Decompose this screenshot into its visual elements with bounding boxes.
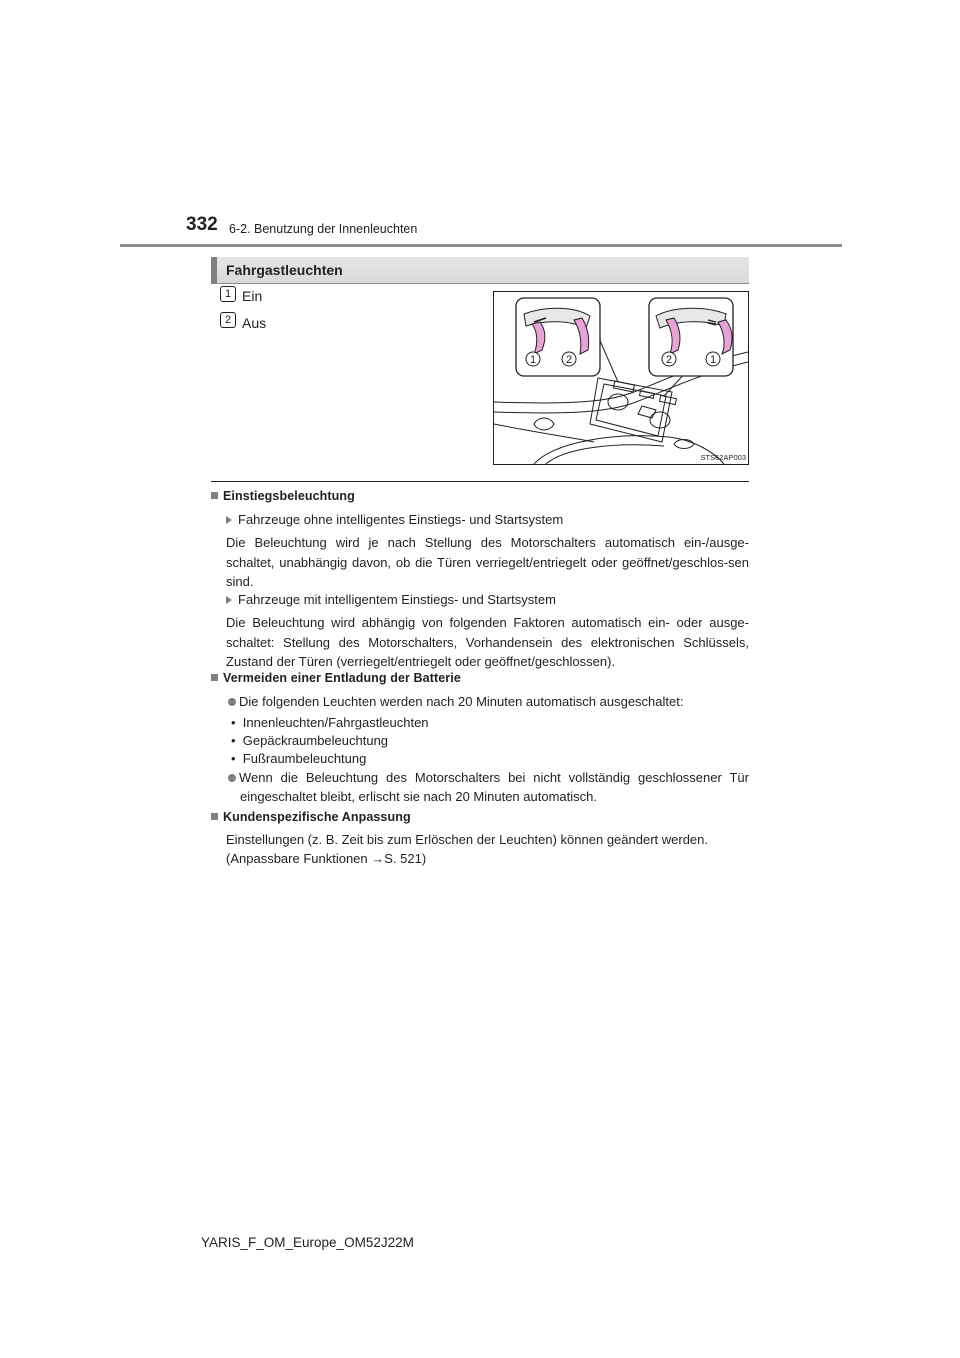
triangle-bullet-icon bbox=[226, 516, 232, 524]
bullet-text: Die folgenden Leuchten werden nach 20 Minuten automatisch ausgeschaltet: bbox=[239, 694, 684, 709]
illustration-code: STS62AP003 bbox=[700, 453, 746, 462]
list-item: • Gepäckraumbeleuchtung bbox=[231, 733, 389, 748]
callout-label-2b: 2 bbox=[665, 354, 673, 366]
list-item: • Innenleuchten/Fahrgastleuchten bbox=[231, 715, 429, 730]
list-item: • Fußraumbeleuchtung bbox=[231, 751, 367, 766]
heading-text: Kundenspezifische Anpassung bbox=[223, 810, 411, 824]
list-item-text: Gepäckraumbeleuchtung bbox=[242, 733, 389, 748]
box-title-bar bbox=[211, 257, 749, 284]
square-bullet-icon bbox=[211, 813, 218, 820]
triangle-bullet-icon bbox=[226, 596, 232, 604]
bullet-text: Wenn die Beleuchtung des Motorschalters bei nicht vollständig geschlossener Tür bbox=[239, 770, 749, 785]
subheading-ohne bbox=[226, 512, 563, 527]
list-item-text: Innenleuchten/Fahrgastleuchten bbox=[242, 715, 429, 730]
subheading-text: Fahrzeuge ohne intelligentes Einstiegs- und Startsystem bbox=[238, 512, 564, 527]
footer-document-code: YARIS_F_OM_Europe_OM52J22M bbox=[201, 1235, 414, 1250]
heading-batterie bbox=[211, 671, 461, 685]
block-rule bbox=[211, 481, 749, 482]
heading-text: Vermeiden einer Entladung der Batterie bbox=[223, 671, 461, 685]
callout-label-1a: 1 bbox=[529, 354, 537, 366]
square-bullet-icon bbox=[211, 674, 218, 681]
item-label-ein: Ein bbox=[242, 288, 263, 304]
item-number-1: 1 bbox=[220, 286, 236, 302]
page-number: 332 bbox=[186, 214, 218, 235]
anpassung-line-2: (Anpassbare Funktionen →S. 521) bbox=[226, 851, 427, 866]
square-bullet-icon bbox=[211, 492, 218, 499]
subheading-mit bbox=[226, 592, 556, 607]
bullet-item-1 bbox=[228, 694, 683, 709]
callout-label-1b: 1 bbox=[709, 354, 717, 366]
heading-text: Einstiegsbeleuchtung bbox=[223, 489, 355, 503]
item-label-aus: Aus bbox=[242, 315, 267, 331]
paragraph-mit: Die Beleuchtung wird abhängig von folgenden Faktoren automatisch ein- oder ausge-schaltet: Stellung des Motorschalters, Vorhandensein des elektronischen Schlüssels, Zustand der Türen (verriegelt/entriegelt oder geöffnet/geschlossen). bbox=[226, 615, 749, 669]
heading-anpassung bbox=[211, 810, 411, 824]
bullet-item-2 bbox=[228, 770, 749, 785]
heading-einstiegsbeleuchtung bbox=[211, 489, 355, 503]
anpassung-line-1: Einstellungen (z. B. Zeit bis zum Erlöschen der Leuchten) können geändert werden. bbox=[226, 832, 708, 847]
illustration-frame bbox=[493, 291, 749, 465]
passenger-lights-illustration bbox=[494, 292, 748, 464]
subheading-text: Fahrzeuge mit intelligentem Einstiegs- und Startsystem bbox=[238, 592, 556, 607]
paragraph-ohne: Die Beleuchtung wird je nach Stellung des Motorschalters automatisch ein-/ausge-schaltet, unabhängig davon, ob die Türen verriegelt/entriegelt oder geöffnet/geschlos-sen sind. bbox=[226, 535, 749, 589]
box-title: Fahrgastleuchten bbox=[226, 262, 343, 278]
item-number-2: 2 bbox=[220, 312, 236, 328]
header-rule bbox=[120, 244, 842, 247]
section-header: 6-2. Benutzung der Innenleuchten bbox=[229, 222, 418, 236]
bullet-item-2-continued: eingeschaltet bleibt, erlischt sie nach 20 Minuten automatisch. bbox=[240, 789, 597, 804]
round-bullet-icon bbox=[228, 698, 236, 706]
round-bullet-icon bbox=[228, 774, 236, 782]
list-item-text: Fußraumbeleuchtung bbox=[242, 751, 367, 766]
title-accent-bar bbox=[211, 257, 217, 284]
callout-label-2a: 2 bbox=[565, 354, 573, 366]
